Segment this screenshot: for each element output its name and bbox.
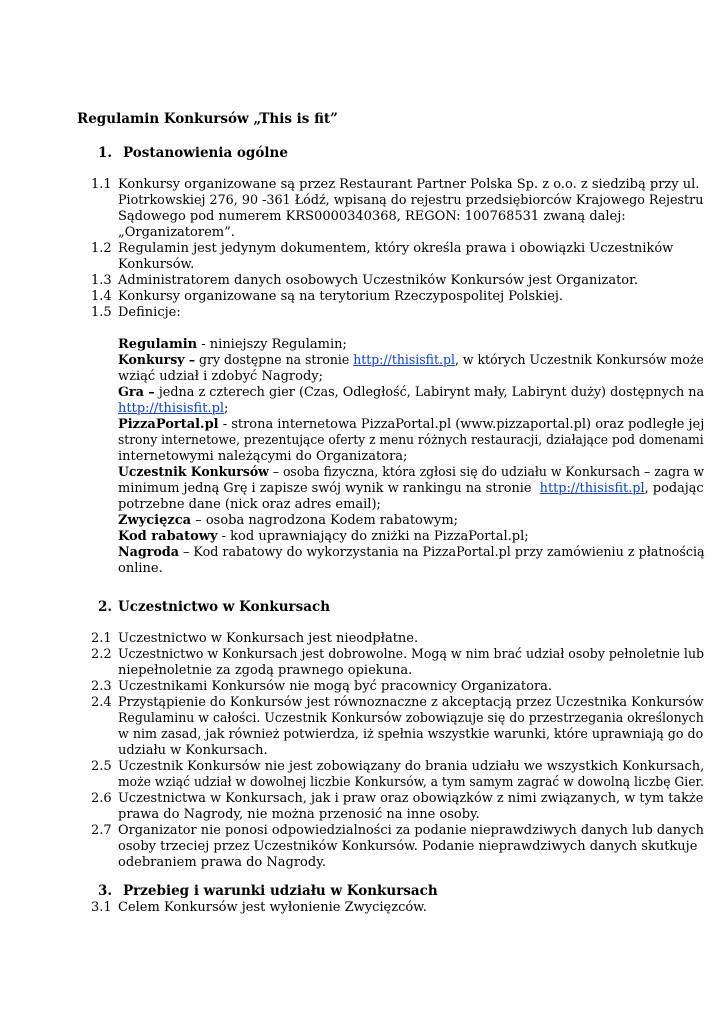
definition-term: Konkursy – bbox=[118, 353, 196, 368]
definition-text: - strona internetowa PizzaPortal.pl (www.pizzaportal.pl) oraz podległe jej bbox=[218, 417, 705, 432]
definition-line bbox=[118, 401, 228, 417]
item-number: 2.1 bbox=[91, 631, 112, 646]
item-line: Regulamin jest jedynym dokumentem, który określa prawa i obowiązki Uczestników bbox=[118, 241, 674, 256]
item-line: Piotrkowskiej 276, 90 -361 Łódź, wpisaną do rejestru przedsiębiorców Krajowego Rejestru bbox=[118, 193, 704, 208]
item-line: niepełnoletnie za zgodą prawnego opiekuna. bbox=[118, 663, 413, 678]
item-line: Definicje: bbox=[118, 305, 181, 320]
definition-text: , w których Uczestnik Konkursów może bbox=[454, 353, 704, 368]
definition-regulamin bbox=[118, 337, 347, 353]
thisisfit-link[interactable]: http://thisisfit.pl bbox=[353, 353, 455, 368]
item-line: Administratorem danych osobowych Uczestników Konkursów jest Organizator. bbox=[118, 273, 639, 288]
definition-line: online. bbox=[118, 561, 163, 576]
definition-term: PizzaPortal.pl bbox=[118, 417, 219, 432]
item-number: 1.2 bbox=[91, 241, 112, 256]
definition-line: wziąć udział i zdobyć Nagrody; bbox=[118, 369, 323, 384]
definition-text: gry dostępne na stronie bbox=[195, 353, 354, 368]
definition-zwyciezca bbox=[118, 513, 458, 529]
definition-text: - niniejszy Regulamin; bbox=[197, 337, 347, 352]
section-3-number: 3. bbox=[98, 883, 113, 899]
item-line: Przystąpienie do Konkursów jest równoznaczne z akceptacją przez Uczestnika Konkursów bbox=[118, 695, 704, 710]
item-line: Konkursów. bbox=[118, 257, 195, 272]
definition-text: – Kod rabatowy do wykorzystania na PizzaPortal.pl przy zamówieniu z płatnością bbox=[179, 545, 705, 560]
item-line: Uczestnictwa w Konkursach, jak i praw oraz obowiązków z nimi związanych, w tym także bbox=[118, 791, 704, 806]
item-line: Uczestnictwo w Konkursach jest dobrowolne. Mogą w nim brać udział osoby pełnoletnie lub bbox=[118, 647, 705, 662]
definition-pizzaportal bbox=[118, 417, 704, 433]
item-line: Uczestnikami Konkursów nie mogą być pracownicy Organizatora. bbox=[118, 679, 553, 694]
item-line: Celem Konkursów jest wyłonienie Zwycięzców. bbox=[118, 900, 427, 915]
definition-term: Regulamin bbox=[118, 337, 198, 352]
definition-line: strony internetowe, prezentujące oferty z menu różnych restauracji, działające pod domenami bbox=[118, 433, 704, 448]
item-number: 1.1 bbox=[91, 177, 112, 192]
section-1-number: 1. bbox=[98, 145, 113, 161]
item-number: 1.3 bbox=[91, 273, 112, 288]
section-2-heading: Uczestnictwo w Konkursach bbox=[118, 599, 331, 615]
item-line: Konkursy organizowane są na terytorium Rzeczypospolitej Polskiej. bbox=[118, 289, 564, 304]
definition-konkursy bbox=[118, 353, 704, 369]
definition-text: jedna z czterech gier (Czas, Odległość, Labirynt mały, Labirynt duży) dostępnych na bbox=[154, 385, 705, 400]
item-line: Regulaminu w całości. Uczestnik Konkursów zobowiązuje się do przestrzegania określonych bbox=[118, 711, 704, 726]
thisisfit-link[interactable]: http://thisisfit.pl bbox=[539, 481, 645, 496]
item-number: 2.4 bbox=[91, 695, 112, 710]
item-line: Sądowego pod numerem KRS0000340368, REGON: 100768531 zwaną dalej: bbox=[118, 209, 626, 224]
definition-nagroda bbox=[118, 545, 705, 561]
definition-line bbox=[118, 481, 704, 497]
item-number: 2.5 bbox=[91, 759, 112, 774]
definition-text: , podając bbox=[644, 481, 704, 496]
document-title: Regulamin Konkursów „This is fit” bbox=[77, 111, 338, 127]
definition-term: Zwycięzca bbox=[118, 513, 192, 528]
thisisfit-link[interactable]: http://thisisfit.pl bbox=[118, 401, 225, 416]
item-number: 2.3 bbox=[91, 679, 112, 694]
definition-kod-rabatowy bbox=[118, 529, 529, 545]
item-line: udziału w Konkursach. bbox=[118, 743, 268, 758]
item-line: osoby trzeciej przez Uczestników Konkursów. Podanie nieprawdziwych danych skutkuje bbox=[118, 839, 698, 854]
item-line: Konkursy organizowane są przez Restaurant Partner Polska Sp. z o.o. z siedzibą przy ul. bbox=[118, 177, 700, 192]
item-line: Uczestnictwo w Konkursach jest nieodpłatne. bbox=[118, 631, 419, 646]
definition-term: Uczestnik Konkursów bbox=[118, 465, 269, 480]
definition-text: – osoba nagrodzona Kodem rabatowym; bbox=[191, 513, 459, 528]
item-number: 1.5 bbox=[91, 305, 112, 320]
definition-term: Kod rabatowy bbox=[118, 529, 218, 544]
definition-term: Gra – bbox=[118, 385, 155, 400]
definition-term: Nagroda bbox=[118, 545, 180, 560]
definition-gra bbox=[118, 385, 704, 401]
item-line: w nim zasad, jak również potwierdza, iż spełnia wszystkie warunki, które uprawniają go do bbox=[118, 727, 704, 742]
item-line: prawa do Nagrody, nie można przenosić na inne osoby. bbox=[118, 807, 480, 822]
definition-text: minimum jedną Grę i zapisze swój wynik w rankingu na stronie bbox=[118, 481, 540, 496]
item-number: 2.7 bbox=[91, 823, 112, 838]
section-2-number: 2. bbox=[98, 599, 113, 615]
item-number: 3.1 bbox=[91, 900, 112, 915]
section-3-heading: Przebieg i warunki udziału w Konkursach bbox=[123, 883, 438, 899]
definition-line: potrzebne dane (nick oraz adres email); bbox=[118, 497, 381, 512]
item-number: 1.4 bbox=[91, 289, 112, 304]
item-line: może wziąć udział w dowolnej liczbie Konkursów, a tym samym zagrać w dowolną liczbę Gier. bbox=[118, 775, 704, 790]
item-number: 2.6 bbox=[91, 791, 112, 806]
item-number: 2.2 bbox=[91, 647, 112, 662]
item-line: Organizator nie ponosi odpowiedzialności za podanie nieprawdziwych danych lub danych bbox=[118, 823, 704, 838]
definition-uczestnik bbox=[118, 465, 704, 481]
section-1-heading: Postanowienia ogólne bbox=[123, 145, 288, 161]
item-line: „Organizatorem”. bbox=[118, 225, 235, 240]
definition-text: - kod uprawniający do zniżki na PizzaPortal.pl; bbox=[217, 529, 529, 544]
item-line: Uczestnik Konkursów nie jest zobowiązany do brania udziału we wszystkich Konkursach, bbox=[118, 759, 705, 774]
definition-text: ; bbox=[224, 401, 229, 416]
item-line: odebraniem prawa do Nagrody. bbox=[118, 855, 326, 870]
definition-line: internetowymi należącymi do Organizatora; bbox=[118, 449, 408, 464]
definition-text: – osoba fizyczna, która zgłosi się do udziału w Konkursach – zagra w bbox=[268, 465, 705, 480]
